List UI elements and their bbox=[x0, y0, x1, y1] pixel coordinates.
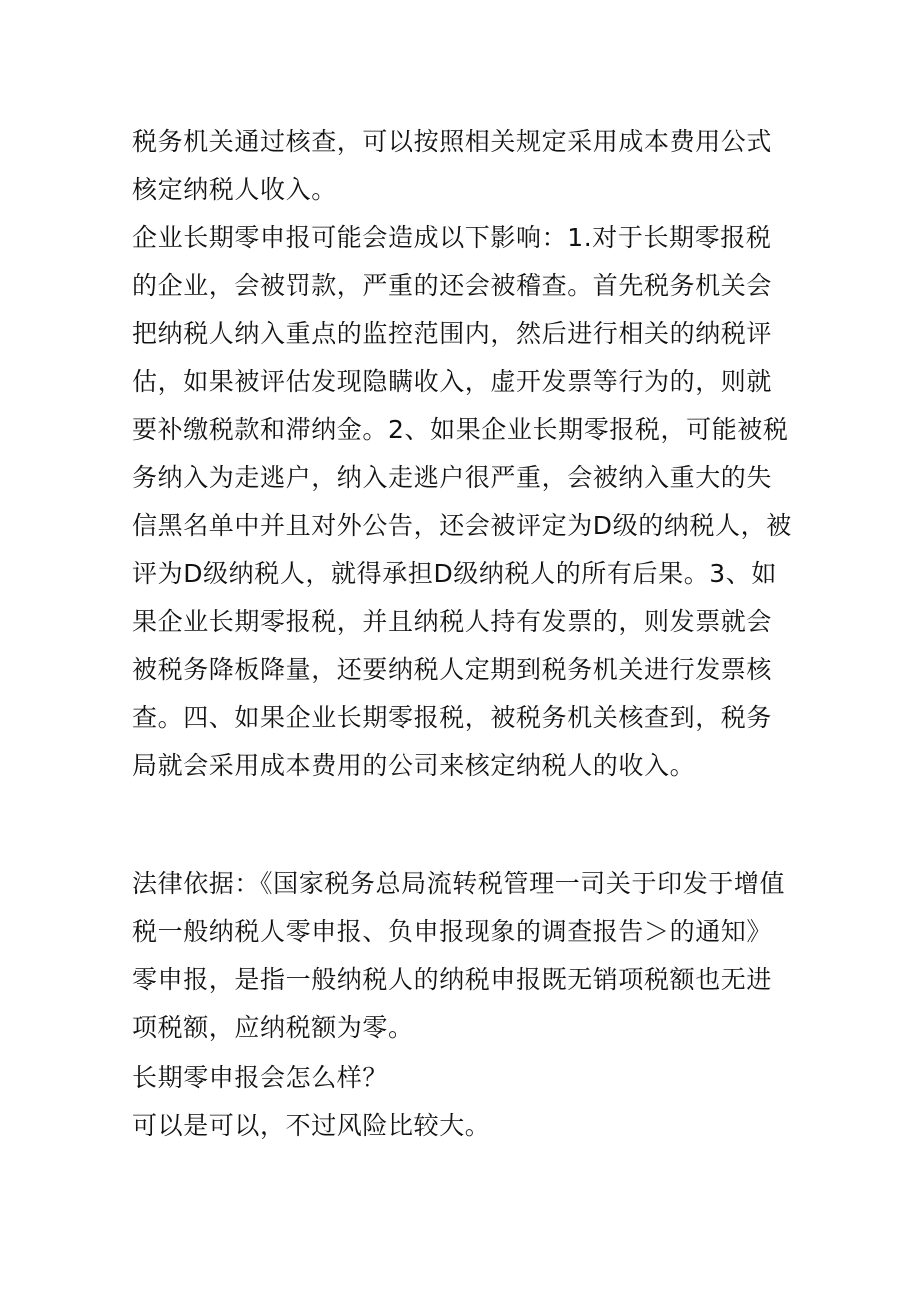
paragraph-verification-income: 税务机关通过核查，可以按照相关规定采用成本费用公式核定纳税人收入。 bbox=[132, 127, 773, 204]
answer-text: 可以是可以，不过风险比较大。 bbox=[132, 1111, 491, 1140]
question-heading: 长期零申报会怎么样？ bbox=[132, 1063, 389, 1092]
paragraph-legal-basis: 法律依据：《国家税务总局流转税管理一司关于印发于增值税一般纳税人零申报、负申报现象的调查报告＞的通知》零申报，是指一般纳税人的纳税申报既无销项税额也无进项税额，应纳税额为零。 bbox=[132, 869, 786, 1042]
paragraph-zero-declaration-impacts: 企业长期零申报可能会造成以下影响：1.对于长期零报税的企业，会被罚款，严重的还会被稽查。首先税务机关会把纳税人纳入重点的监控范围内，然后进行相关的纳税评估，如果被评估发现隐瞒收入，虚开发票等行为的，则就要补缴税款和滞纳金。2、如果企业长期零报税，可能被税务纳入为走逃户，纳入走逃户很严重，会被纳入重大的失信黑名单中并且对外公告，还会被评定为D级的纳税人，被评为D级纳税人，就得承担D级纳税人的所有后果。3、如果企业长期零报税，并且纳税人持有发票的，则发票就会被税务降板降量，还要纳税人定期到税务机关进行发票核查。四、如果企业长期零报税，被税务机关核查到，税务局就会采用成本费用的公司来核定纳税人的收入。 bbox=[132, 223, 792, 780]
